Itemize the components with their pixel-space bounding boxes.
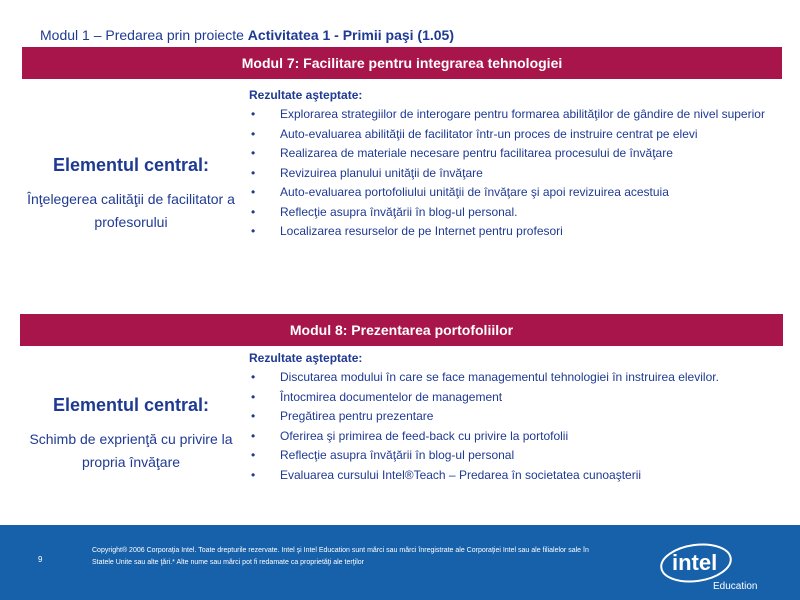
list-item: • Pregătirea pentru prezentare bbox=[251, 409, 434, 423]
page-number: 9 bbox=[38, 555, 43, 564]
title-prefix: Modul 1 – Predarea prin proiecte bbox=[40, 27, 244, 43]
module7-central bbox=[22, 155, 240, 234]
list-item: • Oferirea şi primirea de feed-back cu privire la portofolii bbox=[251, 428, 569, 443]
list-item: • Revizuirea planului unităţii de învăţare bbox=[251, 165, 483, 180]
copyright-text: Copyright® 2006 Corporaţia Intel. Toate drepturile rezervate. Intel şi Intel Education sunt mărci sau mărci înregistrate ale Corporaţiei Intel sau ale filialelor sale în Statele Unite sau alte ţări.* Alte nume sau mărci pot fi redamate ca proprietăţi ale terţilor bbox=[92, 547, 589, 566]
logo-word: intel bbox=[672, 550, 718, 575]
list-item: • Evaluarea cursului Intel®Teach – Predarea în societatea cunoaşterii bbox=[251, 467, 642, 482]
module8-results-label: Rezultate aşteptate: bbox=[249, 351, 363, 365]
module7-results-label: Rezultate aşteptate: bbox=[249, 88, 363, 102]
list-item: • Localizarea resurselor de pe Internet pentru profesori bbox=[251, 224, 563, 238]
list-item: • Reflecţie asupra învăţării în blog-ul personal bbox=[251, 448, 515, 462]
list-item: • Realizarea de materiale necesare pentru facilitarea procesului de învăţare bbox=[251, 146, 673, 160]
module8-central bbox=[22, 395, 240, 474]
module7-central-label: Elementul central: bbox=[52, 155, 210, 175]
module7-results bbox=[249, 88, 769, 242]
intel-education-logo bbox=[658, 540, 768, 592]
list-item: • Discutarea modului în care se face managementul tehnologiei în instruirea elevilor. bbox=[251, 370, 719, 384]
list-item: • Reflecţie asupra învăţării în blog-ul personal. bbox=[251, 204, 518, 219]
module8-central-text: Schimb de exprienţă cu privire la propria învăţare bbox=[29, 431, 233, 470]
title-activity: Activitatea 1 - Primii paşi (1.05) bbox=[247, 27, 454, 43]
module8-banner: Modul 8: Prezentarea portofoliilor bbox=[20, 314, 783, 346]
module8-central-label: Elementul central: bbox=[52, 395, 210, 415]
module8-results bbox=[249, 351, 769, 485]
list-item: • Auto-evaluarea portofoliului unităţii de învăţare şi apoi revizuirea acestuia bbox=[251, 185, 669, 199]
logo-sub: Education bbox=[713, 581, 758, 592]
module7-central-text: Înţelegerea calităţii de facilitator a profesorului bbox=[27, 191, 235, 230]
list-item: • Auto-evaluarea abilităţii de facilitator într-un proces de instruire centrat pe elevi bbox=[251, 126, 698, 141]
module7-banner: Modul 7: Facilitare pentru integrarea tehnologiei bbox=[22, 47, 782, 79]
footer-bar bbox=[0, 525, 800, 600]
module7-results-list bbox=[249, 105, 769, 242]
list-item: • Explorarea strategiilor de interogare pentru formarea abilităţilor de gândire de nivel superior bbox=[251, 107, 765, 121]
slide-title bbox=[40, 27, 454, 43]
module8-results-list bbox=[249, 368, 769, 485]
list-item: • Întocmirea documentelor de management bbox=[251, 389, 503, 404]
